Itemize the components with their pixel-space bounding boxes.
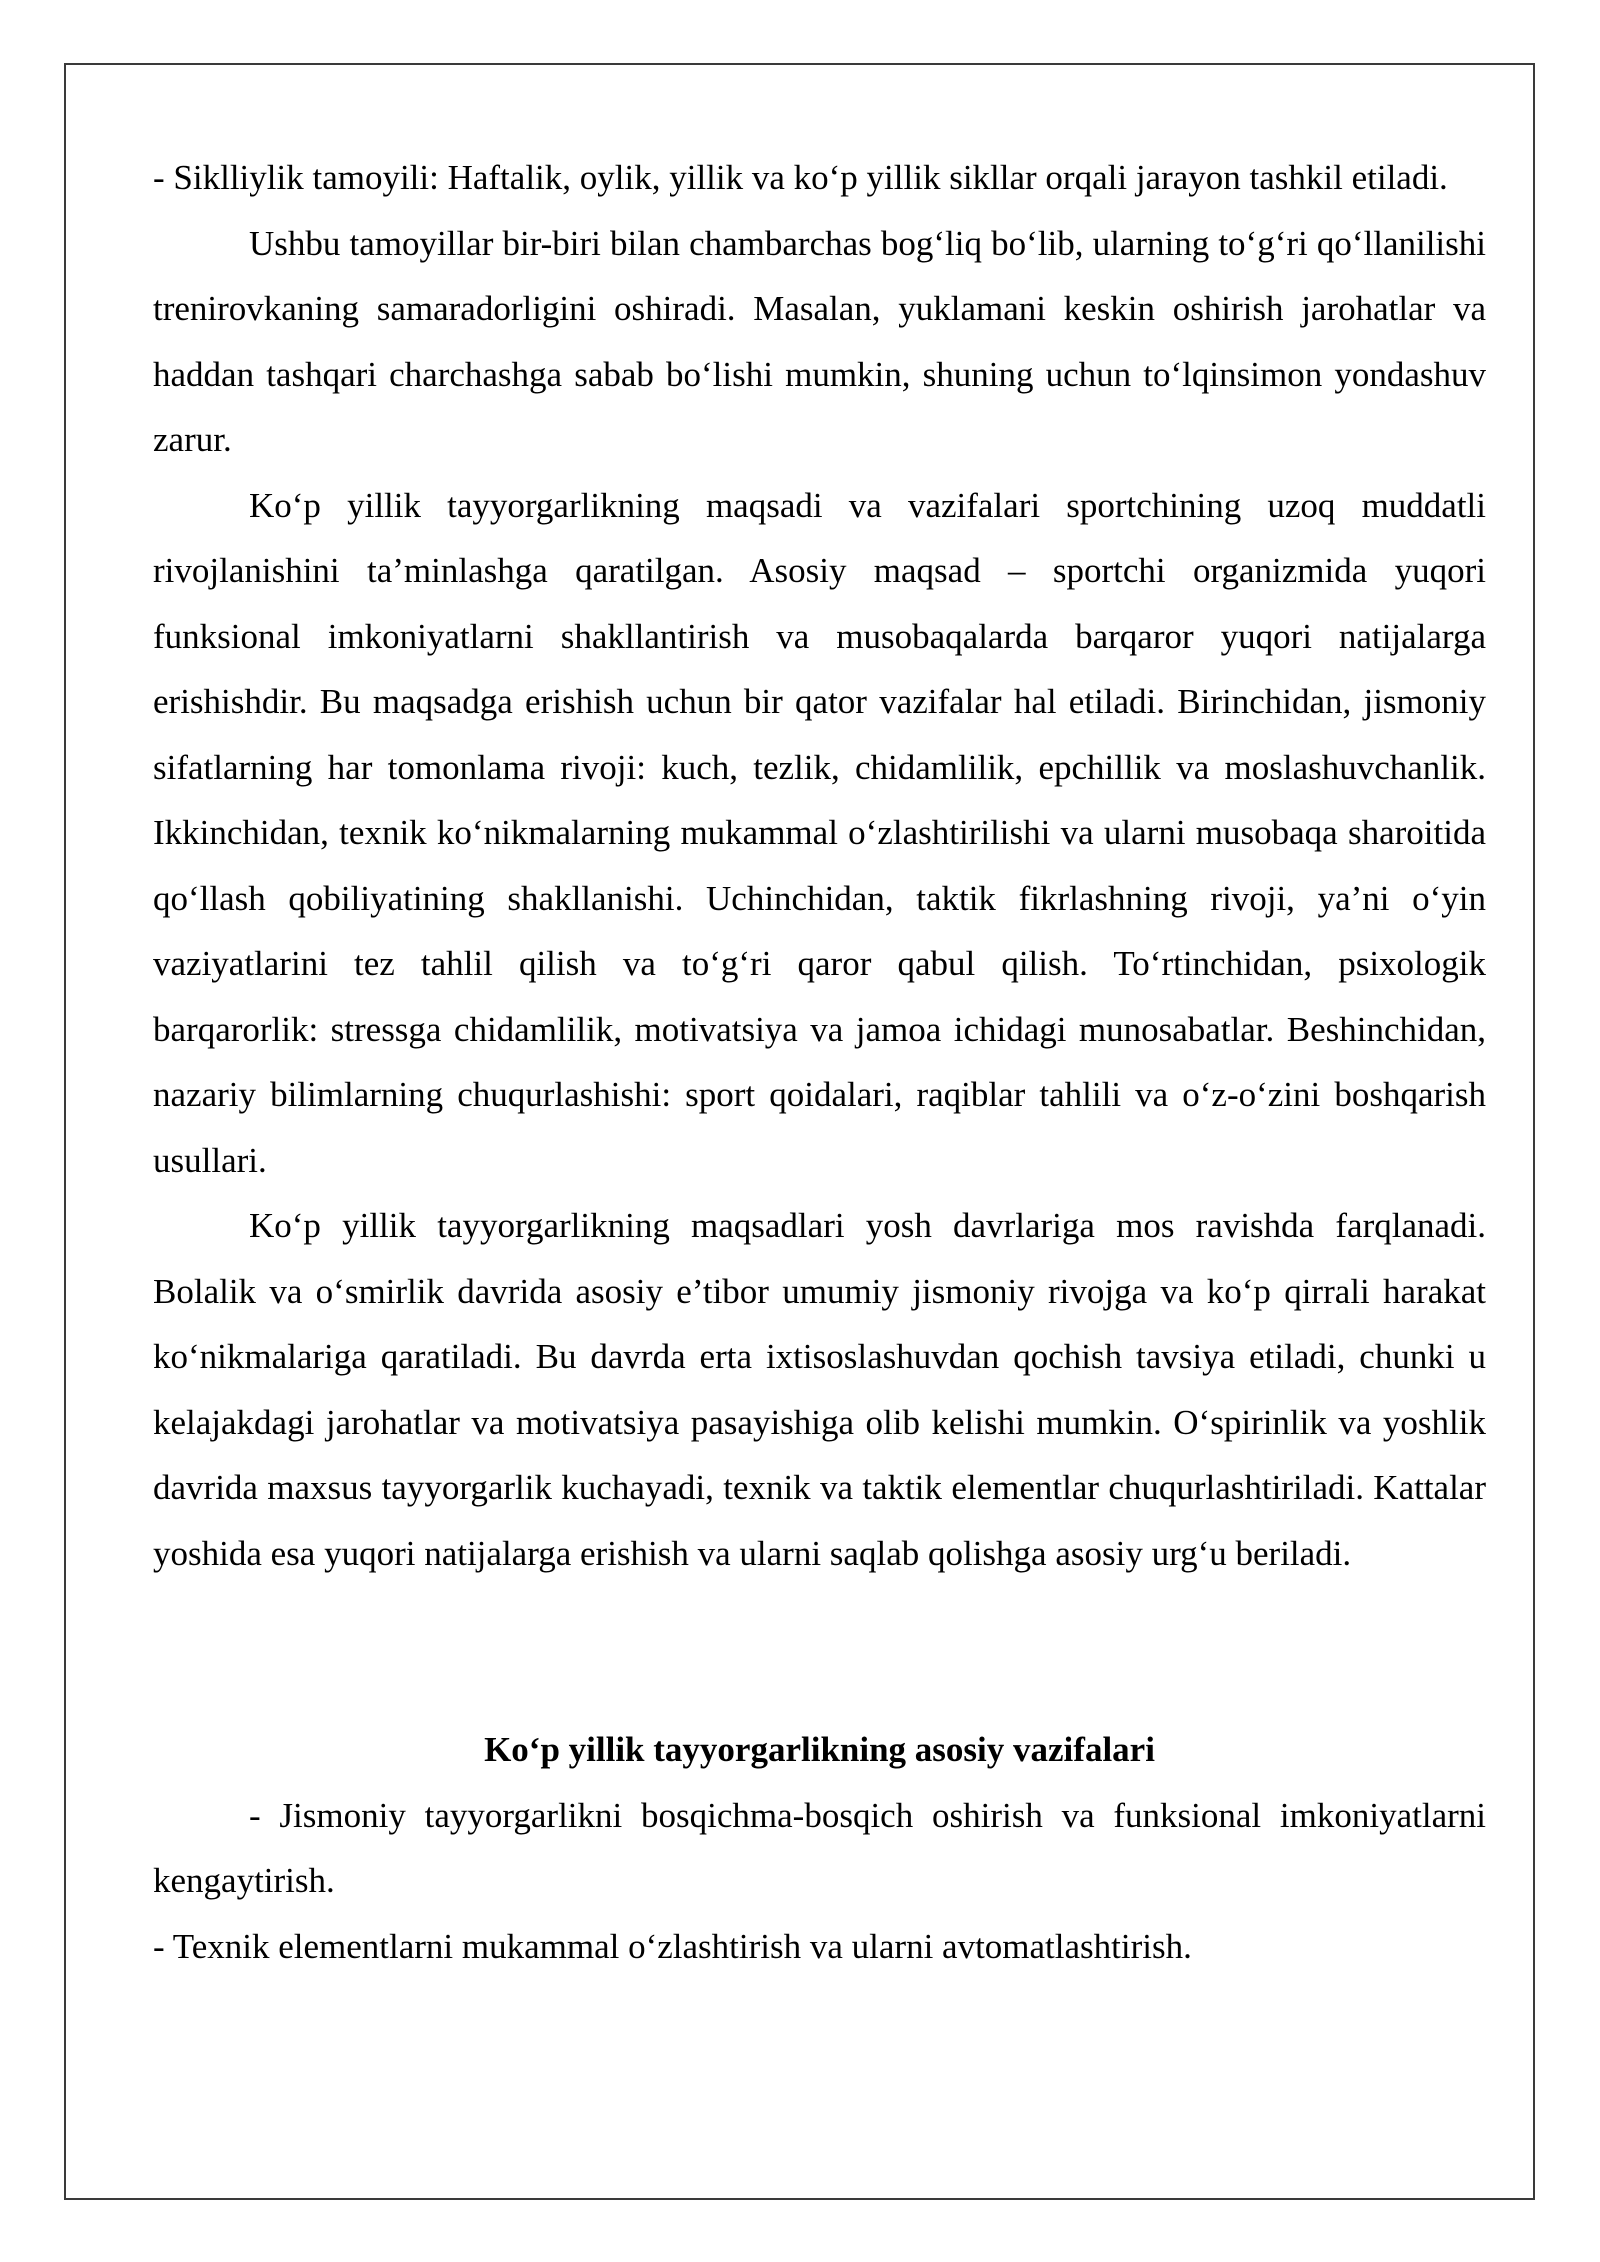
- paragraph-goals-and-tasks: Ko‘p yillik tayyorgarlikning maqsadi va vazifalari sportchining uzoq muddatli rivojlanishini ta’minlashga qaratilgan. Asosiy maqsad – sportchi organizmida yuqori funksional imkoniyatlarni shakllantirish va musobaqalarda barqaror yuqori natijalarga erishishdir. Bu maqsadga erishish uchun bir qator vazifalar hal etiladi. Birinchidan, jismoniy sifatlarning har tomonlama rivoji: kuch, tezlik, chidamlilik, epchillik va moslashuvchanlik. Ikkinchidan, texnik ko‘nikmalarning mukammal o‘zlashtirilishi va ularni musobaqa sharoitida qo‘llash qobiliyatining shakllanishi. Uchinchidan, taktik fikrlashning rivoji, ya’ni o‘yin vaziyatlarini tez tahlil qilish va to‘g‘ri qaror qabul qilish. To‘rtinchidan, psixologik barqarorlik: stressga chidamlilik, motivatsiya va jamoa ichidagi munosabatlar. Beshinchidan, nazariy bilimlarning chuqurlashishi: sport qoidalari, raqiblar tahlili va o‘z-o‘zini boshqarish usullari.: [153, 485, 1486, 1180]
- paragraph-age-periods: Ko‘p yillik tayyorgarlikning maqsadlari yosh davrlariga mos ravishda farqlanadi. Bolalik va o‘smirlik davrida asosiy e’tibor umumiy jismoniy rivojga va ko‘p qirrali harakat ko‘nikmalariga qaratiladi. Bu davrda erta ixtisoslashuvdan qochish tavsiya etiladi, chunki u kelajakdagi jarohatlar va motivatsiya pasayishiga olib kelishi mumkin. O‘spirinlik va yoshlik davrida maxsus tayyorgarlik kuchayadi, texnik va taktik elementlar chuqurlashtiriladi. Kattalar yoshida esa yuqori natijalarga erishish va ularni saqlab qolishga asosiy urg‘u beriladi.: [153, 1206, 1486, 1573]
- section-spacer: [153, 1586, 1486, 1717]
- paragraph-principles-interrelation: Ushbu tamoyillar bir-biri bilan chambarchas bog‘liq bo‘lib, ularning to‘g‘ri qo‘llanilishi trenirovkaning samaradorligini oshiradi. Masalan, yuklamani keskin oshirish jarohatlar va haddan tashqari charchashga sabab bo‘lishi mumkin, shuning uchun to‘lqinsimon yondashuv zarur.: [153, 223, 1486, 459]
- document-body: [153, 145, 1486, 1979]
- paragraph-cyclicity-principle: - Siklliylik tamoyili: Haftalik, oylik, yillik va ko‘p yillik sikllar orqali jarayon tashkil etiladi.: [153, 158, 1448, 197]
- list-item-physical-preparation: - Jismoniy tayyorgarlikni bosqichma-bosqich oshirish va funksional imkoniyatlarni kengaytirish.: [153, 1795, 1486, 1900]
- section-heading: Ko‘p yillik tayyorgarlikning asosiy vazifalari: [484, 1730, 1155, 1769]
- list-item-technical-elements: - Texnik elementlarni mukammal o‘zlashtirish va ularni avtomatlashtirish.: [153, 1926, 1192, 1966]
